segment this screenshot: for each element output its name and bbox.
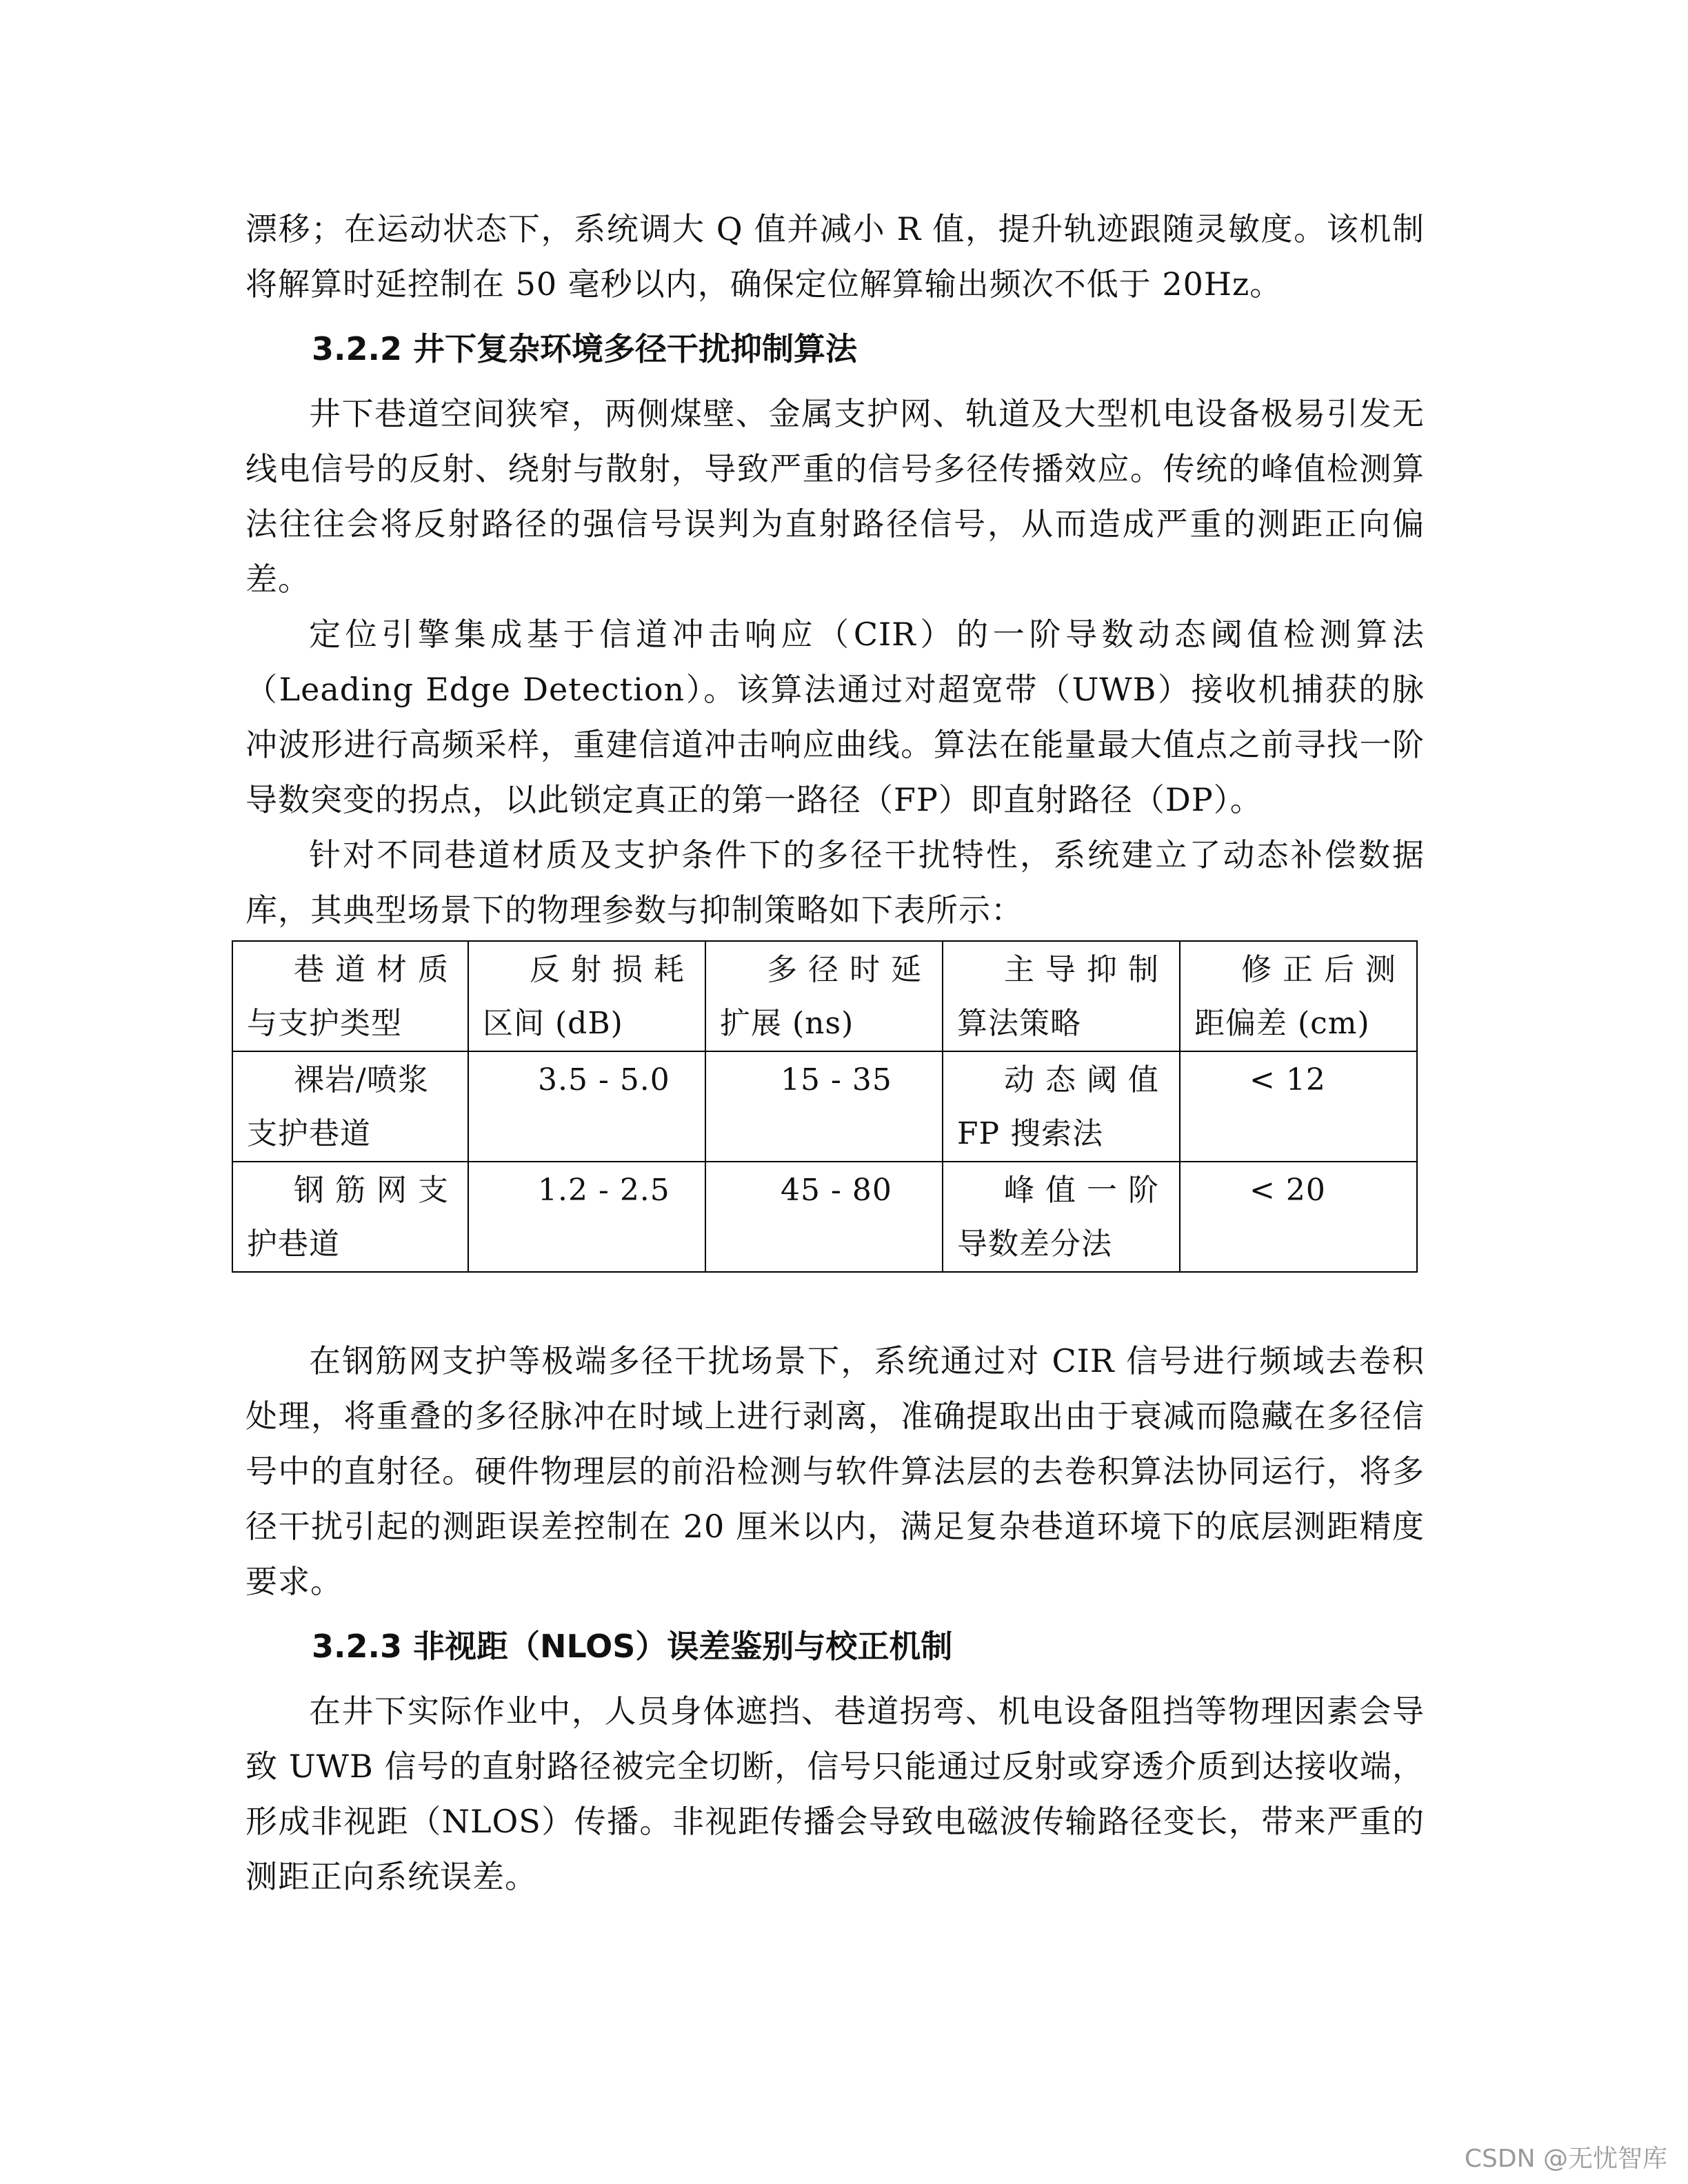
table-cell-scene: 裸岩/喷浆 支护巷道 xyxy=(232,1051,468,1162)
spacer xyxy=(245,1273,1425,1333)
table-cell-strategy: 动 态 阈 值 FP 搜索法 xyxy=(943,1051,1180,1162)
table-header-cell: 反 射 损 耗 区间 (dB) xyxy=(468,941,705,1051)
table-header-row xyxy=(232,941,1417,1051)
paragraph-continuation: 漂移；在运动状态下，系统调大 Q 值并减小 R 值，提升轨迹跟随灵敏度。该机制将解算时延控制在 50 毫秒以内，确保定位解算输出频次不低于 20Hz。 xyxy=(245,210,1425,303)
csdn-watermark: CSDN @无忧智库 xyxy=(1464,2145,1667,2173)
table-header-cell: 巷 道 材 质 与支护类型 xyxy=(232,941,468,1051)
table-cell-deviation: < 12 xyxy=(1180,1051,1417,1162)
multipath-parameter-table xyxy=(232,940,1418,1273)
paragraph-table-intro: 针对不同巷道材质及支护条件下的多径干扰特性，系统建立了动态补偿数据库，其典型场景下的物理参数与抑制策略如下表所示： xyxy=(245,836,1425,929)
section-heading-3-2-3: 3.2.3 非视距（NLOS）误差鉴别与校正机制 xyxy=(312,1628,953,1665)
paragraph-deconvolution: 在钢筋网支护等极端多径干扰场景下，系统通过对 CIR 信号进行频域去卷积处理，将重叠的多径脉冲在时域上进行剥离，准确提取出由于衰减而隐藏在多径信号中的直射径。硬件物理层的前沿检测与软件算法层的去卷积算法协同运行，将多径干扰引起的测距误差控制在 20 厘米以内，满足复杂巷道环境下的底层测距精度要求。 xyxy=(245,1342,1425,1600)
table-cell-loss: 1.2 - 2.5 xyxy=(468,1162,705,1272)
paragraph-cir-algorithm: 定位引擎集成基于信道冲击响应（CIR）的一阶导数动态阈值检测算法（Leading Edge Detection）。该算法通过对超宽带（UWB）接收机捕获的脉冲波形进行高频采样，重建信道冲击响应曲线。算法在能量最大值点之前寻找一阶导数突变的拐点，以此锁定真正的第一路径（FP）即直射路径（DP）。 xyxy=(245,616,1425,818)
table-row xyxy=(232,1162,1417,1272)
table-header-cell: 主 导 抑 制 算法策略 xyxy=(943,941,1180,1051)
table-cell-scene: 钢 筋 网 支 护巷道 xyxy=(232,1162,468,1272)
table-cell-delay: 45 - 80 xyxy=(705,1162,943,1272)
paragraph-multipath-intro: 井下巷道空间狭窄，两侧煤壁、金属支护网、轨道及大型机电设备极易引发无线电信号的反射、绕射与散射，导致严重的信号多径传播效应。传统的峰值检测算法往往会将反射路径的强信号误判为直射路径信号，从而造成严重的测距正向偏差。 xyxy=(245,395,1425,598)
table-header-cell: 多 径 时 延 扩展 (ns) xyxy=(705,941,943,1051)
table-cell-loss: 3.5 - 5.0 xyxy=(468,1051,705,1162)
table-cell-deviation: < 20 xyxy=(1180,1162,1417,1272)
paragraph-nlos-intro: 在井下实际作业中，人员身体遮挡、巷道拐弯、机电设备阻挡等物理因素会导致 UWB 信号的直射路径被完全切断，信号只能通过反射或穿透介质到达接收端，形成非视距（NLOS）传播。非视距传播会导致电磁波传输路径变长，带来严重的测距正向系统误差。 xyxy=(245,1692,1425,1895)
section-heading-3-2-2: 3.2.2 井下复杂环境多径干扰抑制算法 xyxy=(312,330,857,367)
table-cell-strategy: 峰 值 一 阶 导数差分法 xyxy=(943,1162,1180,1272)
document-page xyxy=(245,201,1425,1904)
table-cell-delay: 15 - 35 xyxy=(705,1051,943,1162)
table-header-cell: 修 正 后 测 距偏差 (cm) xyxy=(1180,941,1417,1051)
table-row xyxy=(232,1051,1417,1162)
